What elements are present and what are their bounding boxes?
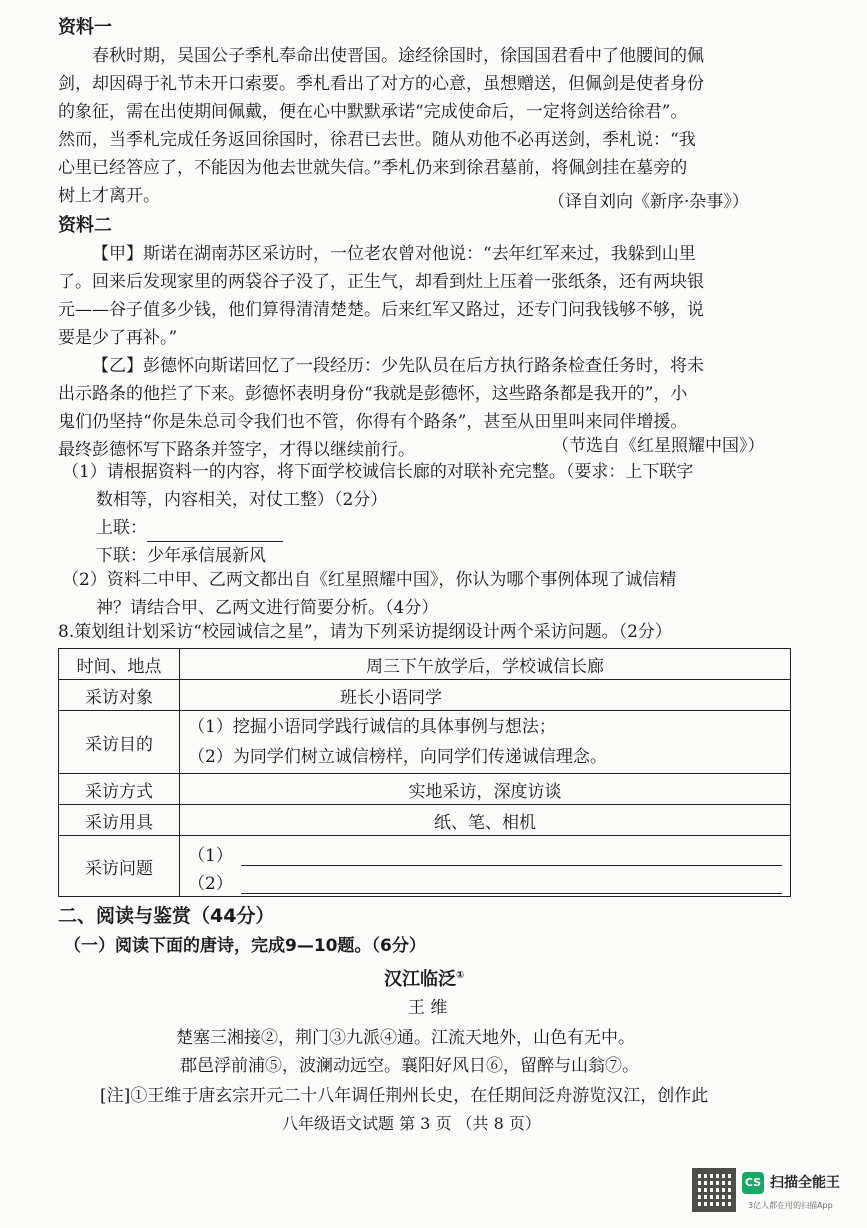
table-cell-label: 采访问题 [59, 836, 180, 897]
purpose-item: （1）挖掘小语同学践行诚信的具体事例与想法； [188, 717, 556, 737]
couplet-lower: 下联：少年承信展新风 [96, 546, 266, 566]
question-answer-blank[interactable] [241, 873, 782, 894]
table-cell-value: 纸、笔、相机 [180, 805, 791, 836]
material2-line: 【甲】斯诺在湖南苏区采访时，一位老农曾对他说：“去年红军来过，我躲到山里 [92, 244, 696, 264]
question-answer-row [188, 866, 782, 894]
material2-line: 出示路条的他拦了下来。彭德怀表明身份“我就是彭德怀，这些路条都是我开的”，小 [58, 384, 688, 404]
question-number: （2） [188, 874, 233, 894]
camscanner-logo-icon: CS [742, 1172, 764, 1194]
table-cell-value: 周三下午放学后，学校诚信长廊 [180, 649, 791, 680]
qr-code-icon [692, 1168, 736, 1212]
material2-line: 【乙】彭德怀向斯诺回忆了一段经历：少先队员在后方执行路条检查任务时，将未 [92, 356, 704, 376]
poem-author: 王 维 [408, 998, 448, 1018]
table-row [59, 836, 791, 897]
table-row [59, 680, 791, 711]
page-footer: 八年级语文试题 第 3 页 （共 8 页） [282, 1114, 541, 1133]
material1-line: 树上才离开。 [58, 186, 160, 206]
table-cell-label: 采访方式 [59, 774, 180, 805]
material1-line: 的象征，需在出使期间佩戴，便在心中默默承诺“完成使命后，一定将剑送给徐君”。 [58, 102, 688, 122]
material1-line: 剑，却因碍于礼节未开口索要。季札看出了对方的心意，虽想赠送，但佩剑是使者身份 [58, 74, 704, 94]
table-cell-label: 采访对象 [59, 680, 180, 711]
material2-line: 鬼们仍坚持“你是朱总司令我们也不管，你得有个路条”，甚至从田里叫来同伴增援。 [58, 412, 688, 432]
table-cell-label: 时间、地点 [59, 649, 180, 680]
poem-title-note: ① [456, 970, 465, 981]
question-1-text: 数相等，内容相关，对仗工整）（2分） [96, 490, 388, 510]
question-8-text: 8.策划组计划采访“校园诚信之星”，请为下列采访提纲设计两个采访问题。（2分） [58, 622, 672, 642]
camscanner-tagline: 3亿人都在用的扫描App [748, 1201, 833, 1210]
material2-source: （节选自《红星照耀中国》） [552, 436, 765, 456]
table-cell-questions [180, 836, 791, 897]
table-row [59, 649, 791, 680]
table-cell-purpose [180, 711, 791, 774]
question-answer-blank[interactable] [241, 845, 782, 866]
material1-line: 春秋时期，吴国公子季札奉命出使晋国。途经徐国时，徐国国君看中了他腰间的佩 [92, 46, 704, 66]
poem-note: [注]①王维于唐玄宗开元二十八年调任荆州长史，在任期间泛舟游览汉江，创作此 [100, 1086, 709, 1106]
couplet-upper-label: 上联： [96, 518, 147, 538]
interview-outline-table [58, 648, 791, 897]
table-row [59, 774, 791, 805]
poem-title [384, 962, 464, 994]
question-2-text: 神？请结合甲、乙两文进行简要分析。（4分） [96, 598, 439, 618]
table-row [59, 711, 791, 774]
question-answer-row [188, 838, 782, 866]
poem-title-text: 汉江临泛 [384, 969, 456, 990]
material1-line: 心里已经答应了，不能因为他去世就失信。”季札仍来到徐君墓前，将佩剑挂在墓旁的 [58, 158, 688, 178]
material2-heading: 资料二 [58, 215, 112, 236]
purpose-item: （2）为同学们树立诚信榜样，向同学们传递诚信理念。 [188, 747, 607, 767]
table-cell-value: 实地采访，深度访谈 [180, 774, 791, 805]
couplet-upper-answer-blank[interactable] [147, 523, 283, 542]
material2-line: 要是少了再补。” [58, 328, 178, 348]
poem-line: 郡邑浮前浦⑤，波澜动远空。襄阳好风日⑥，留醉与山翁⑦。 [180, 1056, 639, 1076]
table-cell-label: 采访目的 [59, 711, 180, 774]
material1-source: （译自刘向《新序·杂事》） [548, 192, 749, 212]
poem-line: 楚塞三湘接②，荆门③九派④通。江流天地外，山色有无中。 [176, 1028, 635, 1048]
material2-line: 最终彭德怀写下路条并签字，才得以继续前行。 [58, 440, 415, 460]
question-1-text: （1）请根据资料一的内容，将下面学校诚信长廊的对联补充完整。（要求：上下联字 [62, 462, 694, 482]
camscanner-app-name: 扫描全能王 [770, 1175, 840, 1191]
material1-heading: 资料一 [58, 17, 112, 38]
material2-line: 了。回来后发现家里的两袋谷子没了，正生气，却看到灶上压着一张纸条，还有两块银 [58, 272, 704, 292]
table-cell-value: 班长小语同学 [180, 680, 791, 711]
table-cell-label: 采访用具 [59, 805, 180, 836]
question-number: （1） [188, 846, 233, 866]
section-2-subtitle: （一）阅读下面的唐诗，完成9—10题。（6分） [64, 936, 426, 956]
table-row [59, 805, 791, 836]
question-2-text: （2）资料二中甲、乙两文都出自《红星照耀中国》，你认为哪个事例体现了诚信精 [62, 570, 677, 590]
section-2-title: 二、阅读与鉴赏（44分） [58, 905, 275, 927]
couplet-upper [96, 514, 283, 542]
material1-line: 然而，当季札完成任务返回徐国时，徐君已去世。随从劝他不必再送剑，季札说：“我 [58, 130, 696, 150]
material2-line: 元——谷子值多少钱，他们算得清清楚楚。后来红军又路过，还专门问我钱够不够，说 [58, 300, 704, 320]
